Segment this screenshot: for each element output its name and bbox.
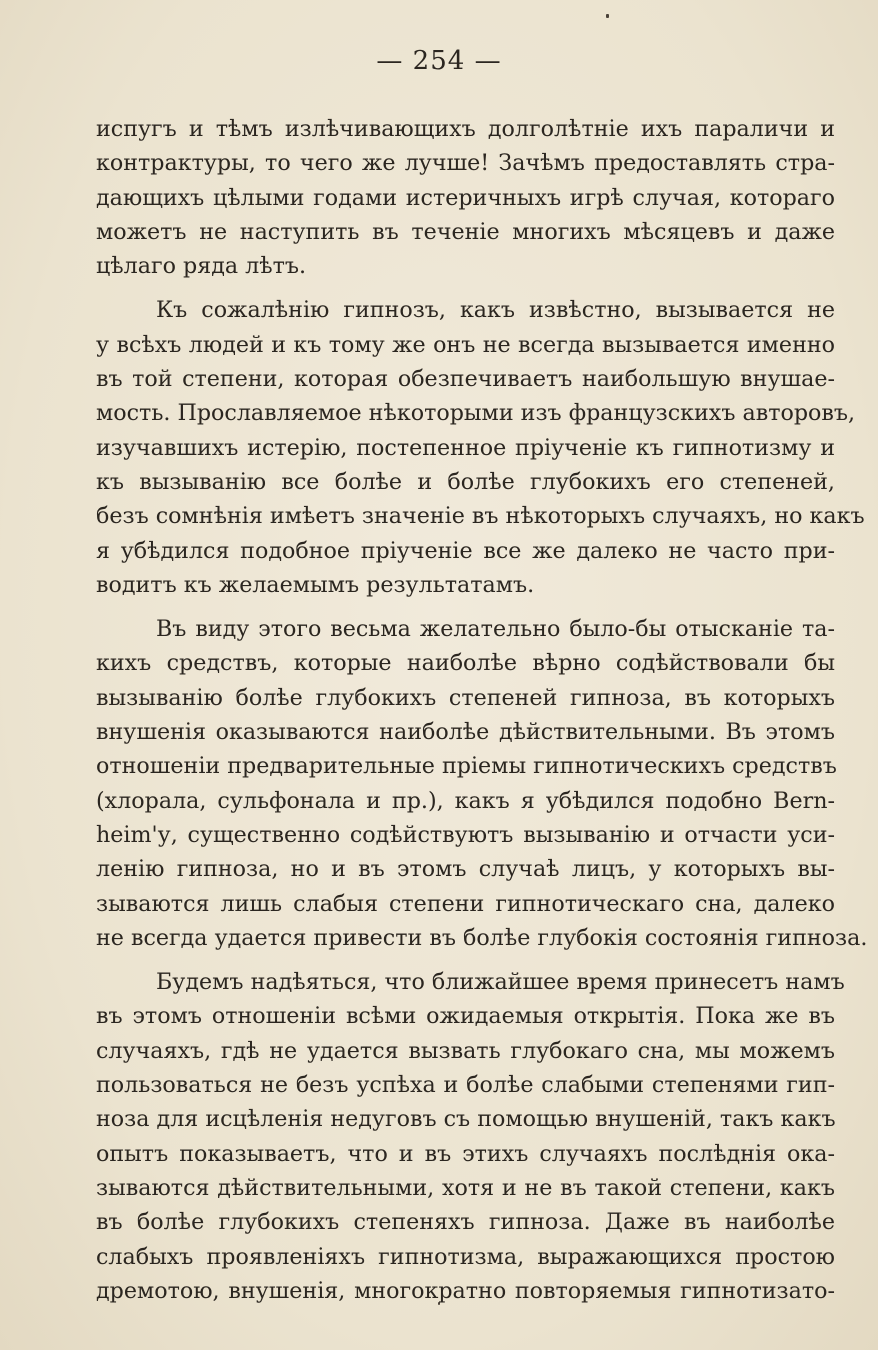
paragraph xyxy=(96,965,845,1308)
text-line: зываются дѣйствительными, хотя и не въ такой степени, какъ xyxy=(96,1174,835,1201)
paragraph-gap xyxy=(96,955,835,965)
paragraph xyxy=(96,293,865,602)
text-line: испугъ и тѣмъ излѣчивающихъ долголѣтніе ихъ параличи и xyxy=(96,116,835,142)
text-line: мость. Прославляемое нѣкоторыми изъ французскихъ авторовъ, xyxy=(96,400,856,427)
text-line: отношеніи предварительные пріемы гипнотическихъ средствъ xyxy=(96,753,837,780)
paragraph-gap xyxy=(96,283,835,293)
text-line: можетъ не наступить въ теченіе многихъ мѣсяцевъ и даже xyxy=(96,218,835,245)
text-line: (хлорала, сульфонала и пр.), какъ я убѣдился подобно Bern- xyxy=(96,787,835,814)
text-line: изучавшихъ истерію, постепенное пріученіе къ гипнотизму и xyxy=(96,434,835,461)
text-line: вызыванію болѣе глубокихъ степеней гипноза, въ которыхъ xyxy=(96,684,835,711)
text-line: ноза для исцѣленія недуговъ съ помощью внушеній, такъ какъ xyxy=(96,1106,836,1133)
text-line: Къ сожалѣнію гипнозъ, какъ извѣстно, вызывается не xyxy=(156,297,835,324)
text-line: Будемъ надѣяться, что ближайшее время принесетъ намъ xyxy=(156,969,845,996)
page-number: — 254 — xyxy=(376,46,502,76)
paragraph-gap xyxy=(96,602,835,612)
paragraph xyxy=(96,112,835,283)
text-line: цѣлаго ряда лѣтъ. xyxy=(96,253,307,280)
text-line: контрактуры, то чего же лучше! Зачѣмъ предоставлять стра- xyxy=(96,150,835,177)
body-text xyxy=(96,112,868,1308)
text-line: зываются лишь слабыя степени гипнотическаго сна, далеко xyxy=(96,890,835,917)
text-line: не всегда удается привести въ болѣе глубокія состоянія гипноза. xyxy=(96,924,868,951)
text-line: я убѣдился подобное пріученіе все же далеко не часто при- xyxy=(96,537,835,564)
text-line: дающихъ цѣлыми годами истеричныхъ игрѣ случая, котораго xyxy=(96,184,835,211)
text-line: кихъ средствъ, которые наиболѣе вѣрно содѣйствовали бы xyxy=(96,650,835,677)
text-line: heim'у, существенно содѣйствуютъ вызыванію и отчасти уси- xyxy=(96,821,835,848)
text-line: опытъ показываетъ, что и въ этихъ случаяхъ послѣднія ока- xyxy=(96,1140,835,1167)
text-line: въ той степени, которая обезпечиваетъ наибольшую внушае- xyxy=(96,366,835,393)
paragraph xyxy=(96,612,868,955)
ink-speck xyxy=(606,14,609,18)
text-line: въ этомъ отношеніи всѣми ожидаемыя открытія. Пока же въ xyxy=(96,1003,835,1030)
text-line: слабыхъ проявленіяхъ гипнотизма, выражающихся простою xyxy=(96,1243,835,1270)
text-line: случаяхъ, гдѣ не удается вызвать глубокаго сна, мы можемъ xyxy=(96,1037,835,1064)
text-line: внушенія оказываются наиболѣе дѣйствительными. Въ этомъ xyxy=(96,719,835,746)
text-line: у всѣхъ людей и къ тому же онъ не всегда вызывается именно xyxy=(96,331,835,358)
text-line: Въ виду этого весьма желательно было-бы отысканіе та- xyxy=(156,616,835,643)
text-line: водитъ къ желаемымъ результатамъ. xyxy=(96,571,535,598)
text-line: къ вызыванію все болѣе и болѣе глубокихъ его степеней, xyxy=(96,468,835,495)
text-line: въ болѣе глубокихъ степеняхъ гипноза. Даже въ наиболѣе xyxy=(96,1209,835,1236)
text-line: пользоваться не безъ успѣха и болѣе слабыми степенями гип- xyxy=(96,1072,835,1099)
text-line: безъ сомнѣнія имѣетъ значеніе въ нѣкоторыхъ случаяхъ, но какъ xyxy=(96,503,865,530)
text-line: дремотою, внушенія, многократно повторяемыя гипнотизато- xyxy=(96,1277,835,1304)
text-line: ленію гипноза, но и въ этомъ случаѣ лицъ, у которыхъ вы- xyxy=(96,856,835,883)
